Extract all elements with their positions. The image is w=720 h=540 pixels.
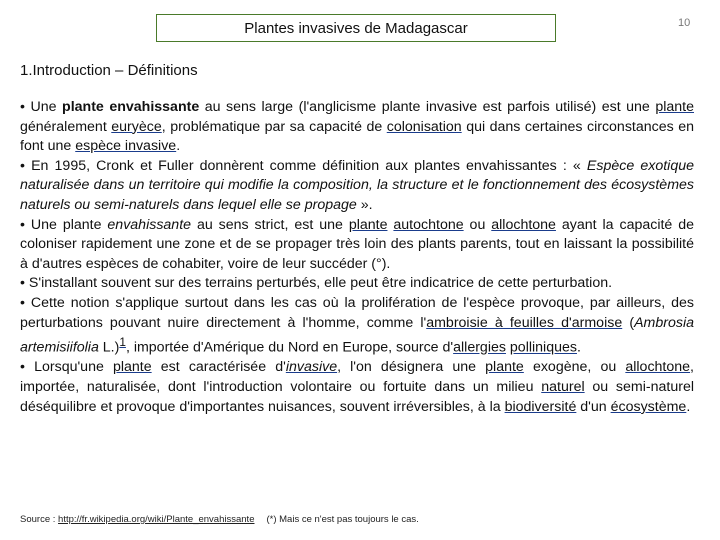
paragraph-ambroisie	[20, 294, 694, 359]
link-polliniques[interactable]: polliniques	[509, 339, 577, 356]
text-run: , problématique par sa capacité de	[161, 118, 387, 135]
link-biodiversite[interactable]: biodiversité	[504, 398, 577, 415]
body-text	[20, 98, 694, 417]
link-plante[interactable]: plante	[112, 359, 152, 376]
text-run: • Une	[20, 99, 63, 115]
link-invasive[interactable]: invasive	[285, 359, 338, 376]
section-heading: 1.Introduction – Définitions	[20, 62, 198, 79]
link-colonisation[interactable]: colonisation	[386, 118, 462, 135]
link-allergies[interactable]: allergies	[453, 339, 506, 356]
text-run: d'un	[576, 398, 611, 415]
text-run: • Une plante	[20, 216, 108, 233]
text-run: L.)	[98, 339, 120, 356]
text-run: ».	[356, 196, 373, 213]
text-run: • Cette notion s'applique surtout dans les cas où la prolifération de l'espèce provoque, par ailleurs, des perturbations pouvant nuire directement à l'homme, comme l'	[20, 294, 694, 331]
paragraph-sens-strict	[20, 216, 694, 275]
text-run: est caractérisée d'	[151, 359, 286, 376]
link-autochtone[interactable]: autochtone	[393, 216, 464, 233]
link-euryece[interactable]: euryèce	[111, 118, 162, 135]
text-run: exogène, ou	[523, 359, 626, 376]
text-run: généralement	[20, 118, 112, 135]
source-link[interactable]: http://fr.wikipedia.org/wiki/Plante_envahissante	[58, 514, 255, 525]
text-run: qui dans certaines circonstances en font une	[20, 118, 694, 155]
link-allochtone[interactable]: allochtone	[625, 359, 691, 376]
link-naturel[interactable]: naturel	[541, 379, 585, 396]
italic-term: envahissante	[107, 216, 192, 233]
text-run: ou semi-naturel déséquilibre et provoque d'importantes nuisances, souvent irréversibles, à la	[20, 379, 694, 415]
footnote-text: (*) Mais ce n'est pas toujours le cas.	[266, 514, 419, 525]
link-plante[interactable]: plante	[655, 99, 694, 115]
link-ambroisie[interactable]: ambroisie à feuilles d'armoise	[426, 314, 623, 331]
text-run: au sens strict, est une	[191, 216, 349, 233]
link-ecosysteme[interactable]: écosystème	[610, 398, 687, 415]
text-run: (	[622, 314, 635, 331]
paragraph-invasive	[20, 358, 694, 417]
link-plante[interactable]: plante	[348, 216, 388, 233]
link-allochtone[interactable]: allochtone	[491, 216, 556, 233]
text-run: .	[176, 138, 181, 155]
paragraph-terrains-perturbes	[20, 274, 694, 294]
page-number: 10	[678, 17, 691, 29]
text-run: .	[576, 339, 581, 356]
text-run: , importée d'Amérique du Nord en Europe, source d'	[125, 339, 454, 356]
text-run: , importée, naturalisée, dont l'introduction volontaire ou fortuite dans un milieu	[20, 359, 694, 396]
paragraph-plante-envahissante	[20, 98, 694, 157]
italic-definition: Espèce exotique naturalisée dans un territoire qui modifie la composition, la structure et le fonctionnement des écosystèmes naturels ou semi-naturels dans lequel elle se propage	[20, 157, 694, 213]
text-run: • En 1995, Cronk et Fuller donnèrent comme définition aux plantes envahissantes : «	[20, 157, 587, 174]
footer	[20, 514, 419, 525]
text-run: ou	[463, 216, 492, 233]
text-run: .	[686, 398, 691, 415]
text-run: , l'on désignera une	[337, 359, 486, 376]
text-run: • Lorsqu'une	[20, 359, 113, 376]
text-run: ayant la capacité de coloniser rapidement une zone et de se propager très loin des plants parents, tout en laissant la possibilité à d'autres espèces de cohabiter, voire de leur succéder (°).	[20, 216, 695, 272]
slide-title-box	[156, 14, 556, 42]
source-label: Source :	[20, 514, 59, 525]
link-espece-invasive[interactable]: espèce invasive	[75, 138, 177, 155]
text-run: au sens large (l'anglicisme plante invasive est parfois utilisé) est une	[199, 99, 656, 115]
italic-species-name: Ambrosia artemisiifolia	[20, 314, 695, 356]
bold-term: plante envahissante	[62, 99, 200, 115]
text-run: • S'installant souvent sur des terrains perturbés, elle peut être indicatrice de cette perturbation.	[20, 275, 613, 292]
link-plante[interactable]: plante	[485, 359, 524, 376]
paragraph-cronk-fuller	[20, 157, 694, 216]
footnote-link[interactable]: 1	[119, 335, 126, 350]
slide-title: Plantes invasives de Madagascar	[244, 19, 468, 37]
